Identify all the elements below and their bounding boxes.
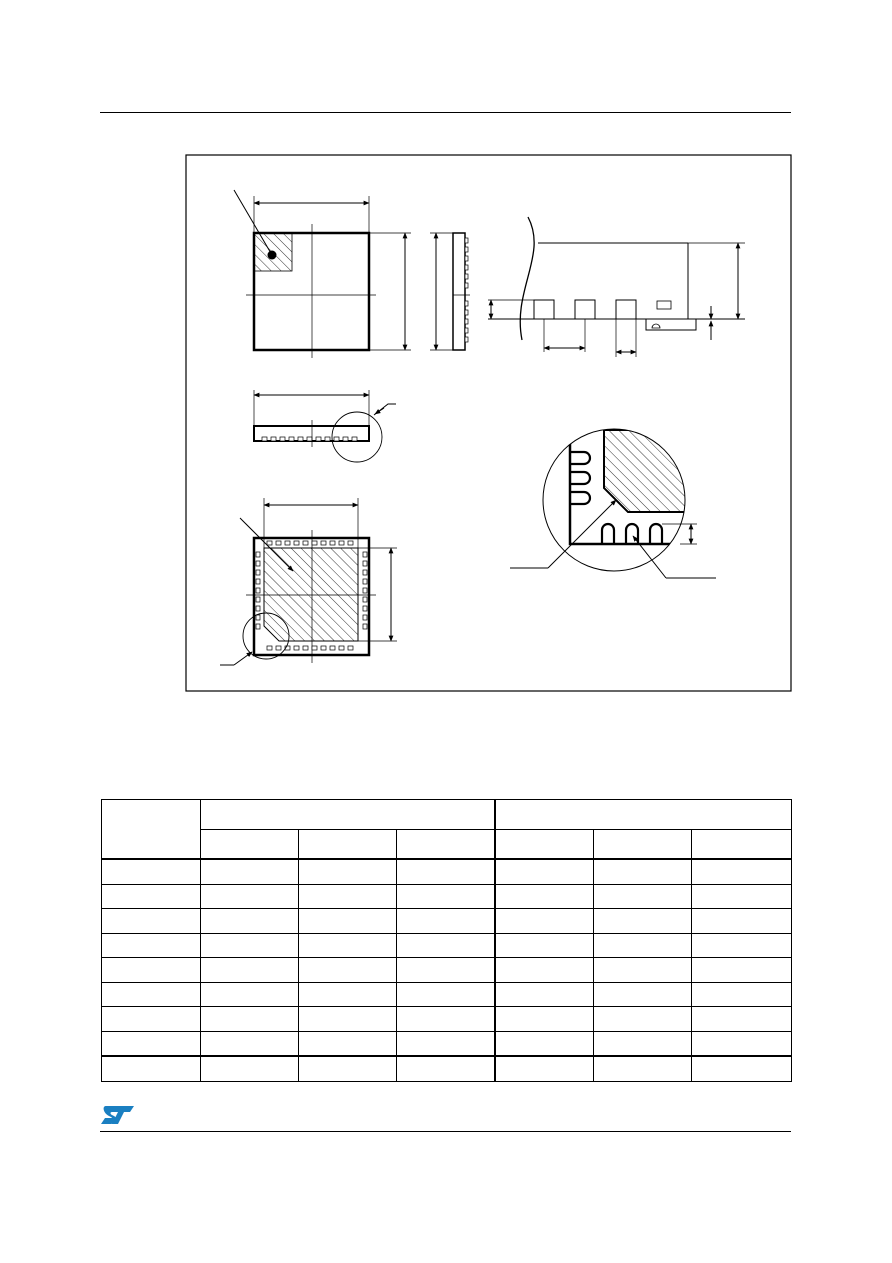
table-cell	[594, 933, 692, 958]
table-cell	[495, 1056, 594, 1081]
table-header-row	[102, 800, 792, 830]
bottom-view	[220, 498, 397, 665]
table-cell	[102, 859, 201, 884]
table-cell	[495, 958, 594, 983]
table-cell	[692, 1056, 792, 1081]
table-cell	[201, 884, 299, 909]
table-cell	[397, 884, 495, 909]
corner-detail-view	[510, 429, 716, 578]
table-cell	[495, 982, 594, 1007]
table-cell	[495, 909, 594, 934]
table-cell	[692, 1031, 792, 1056]
table-cell	[692, 958, 792, 983]
table-row	[102, 1031, 792, 1056]
front-view	[254, 390, 396, 462]
table-cell	[299, 1007, 397, 1032]
table-cell	[299, 859, 397, 884]
top-view	[234, 190, 411, 358]
table-row	[102, 933, 792, 958]
table-cell	[594, 909, 692, 934]
table-cell	[201, 982, 299, 1007]
table-cell	[594, 859, 692, 884]
side-view-detail	[488, 217, 745, 357]
table-cell	[594, 958, 692, 983]
table-cell	[692, 909, 792, 934]
table-cell	[692, 933, 792, 958]
table-cell	[397, 859, 495, 884]
table-cell	[495, 884, 594, 909]
table-cell	[299, 1056, 397, 1081]
subheader-cell	[201, 830, 299, 860]
table-cell	[201, 859, 299, 884]
header-group-2	[495, 800, 792, 830]
table-cell	[397, 1007, 495, 1032]
table-cell	[495, 1031, 594, 1056]
footer-rule	[100, 1131, 791, 1132]
subheader-cell	[692, 830, 792, 860]
table-cell	[594, 1007, 692, 1032]
table-cell	[102, 933, 201, 958]
table-cell	[102, 1031, 201, 1056]
table-cell	[397, 982, 495, 1007]
table-row	[102, 958, 792, 983]
table-cell	[102, 958, 201, 983]
table-cell	[102, 982, 201, 1007]
table-cell	[397, 1031, 495, 1056]
table-cell	[495, 1007, 594, 1032]
table-cell	[397, 1056, 495, 1081]
table-cell	[397, 933, 495, 958]
table-cell	[102, 1007, 201, 1032]
table-cell	[201, 1031, 299, 1056]
table-cell	[692, 859, 792, 884]
table-cell	[594, 982, 692, 1007]
table-cell	[102, 909, 201, 934]
table-cell	[299, 933, 397, 958]
table-cell	[397, 958, 495, 983]
table-cell	[201, 1007, 299, 1032]
table-row	[102, 982, 792, 1007]
table-row	[102, 884, 792, 909]
table-cell	[102, 884, 201, 909]
table-cell	[692, 1007, 792, 1032]
table-cell	[692, 982, 792, 1007]
subheader-cell	[299, 830, 397, 860]
table-cell	[299, 1031, 397, 1056]
table-row	[102, 1007, 792, 1032]
table-cell	[692, 884, 792, 909]
subheader-cell	[594, 830, 692, 860]
table-cell	[102, 1056, 201, 1081]
table-cell	[594, 1056, 692, 1081]
table-cell	[495, 859, 594, 884]
side-view-vertical	[430, 233, 470, 350]
table-cell	[299, 884, 397, 909]
table-cell	[201, 909, 299, 934]
table-row	[102, 859, 792, 884]
subheader-cell	[397, 830, 495, 860]
table-cell	[299, 958, 397, 983]
table-row	[102, 909, 792, 934]
subheader-cell	[495, 830, 594, 860]
table-cell	[201, 958, 299, 983]
table-cell	[495, 933, 594, 958]
header-dim-cell	[102, 800, 201, 860]
table-cell	[201, 933, 299, 958]
table-subheader-row	[102, 830, 792, 860]
table-cell	[594, 1031, 692, 1056]
table-cell	[201, 1056, 299, 1081]
header-group-1	[201, 800, 495, 830]
table-cell	[594, 884, 692, 909]
table-row	[102, 1056, 792, 1081]
table-cell	[397, 909, 495, 934]
st-logo-icon	[100, 1104, 136, 1126]
table-cell	[299, 982, 397, 1007]
dimensions-table	[101, 799, 792, 1082]
table-cell	[299, 909, 397, 934]
